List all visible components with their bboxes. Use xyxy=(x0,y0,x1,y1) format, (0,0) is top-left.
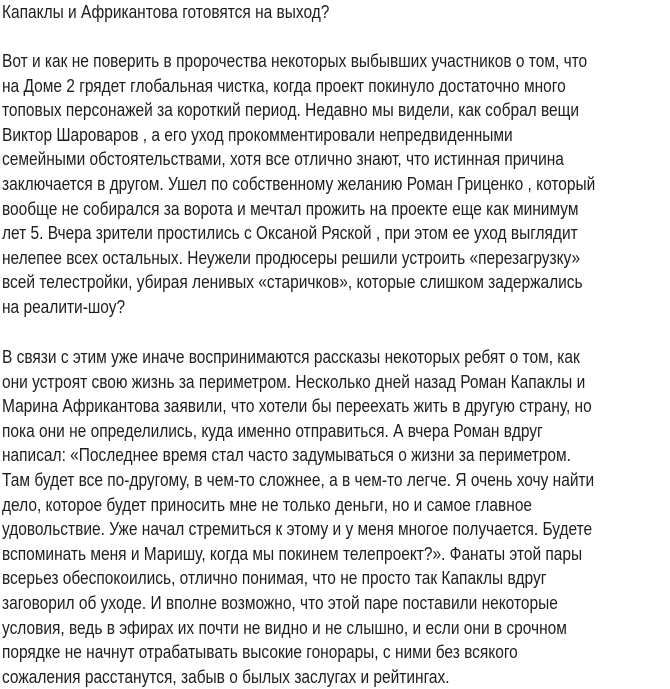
text-line: Вот и как не поверить в пророчества некоторых выбывших участников о том, что xyxy=(2,51,588,71)
text-line: Там будет все по-другому, в чем-то сложнее, а в чем-то легче. Я очень хочу найти xyxy=(2,469,595,490)
text-line: удовольствие. Уже начал стремиться к этому и у меня многое получается. Будете xyxy=(2,519,593,540)
text-line: заключается в другом. Ушел по собственному желанию Роман Гриценко , который xyxy=(2,173,596,194)
text-line: дело, которое будет приносить мне не только деньги, но и самое главное xyxy=(2,494,533,515)
text-line: лет 5. Вчера зрители простились с Оксаной Ряской , при этом ее уход выглядит xyxy=(2,223,578,244)
text-line: В связи с этим уже иначе воспринимаются рассказы некоторых ребят о том, как xyxy=(2,347,580,367)
text-line: написал: «Последнее время стал часто задумываться о жизни за периметром. xyxy=(2,445,571,466)
text-line: всей телестройки, убирая ленивых «старичков», которые слишком задержались xyxy=(2,272,583,293)
text-line: Виктор Шароваров , а его уход прокомментировали непредвиденными xyxy=(2,124,513,145)
text-line: они устроят свою жизнь за периметром. Несколько дней назад Роман Капаклы и xyxy=(2,371,586,392)
text-line: условия, ведь в эфирах их почти не видно и не слышно, и если они в срочном xyxy=(2,617,567,638)
text-line: всерьез обеспокоились, отлично понимая, что не просто так Капаклы вдруг xyxy=(2,568,547,589)
paragraph-1 xyxy=(2,49,670,320)
text-line: топовых персонажей за короткий период. Недавно мы видели, как собрал вещи xyxy=(2,100,580,121)
text-line: пока они не определились, куда именно отправиться. А вчера Роман вдруг xyxy=(2,420,543,441)
text-line: нелепее всех остальных. Неужели продюсеры решили устроить «перезагрузку» xyxy=(2,247,581,268)
text-line: семейными обстоятельствами, хотя все отлично знают, что истинная причина xyxy=(2,149,564,170)
text-line: порядке не начнут отрабатывать высокие гонорары, с ними без всякого xyxy=(2,642,518,663)
text-line: на Доме 2 грядет глобальная чистка, когда проект покинуло достаточно много xyxy=(2,75,566,96)
text-line: вспоминать меня и Маришу, когда мы покинем телепроект?». Фанаты этой пары xyxy=(2,543,583,564)
text-line: вообще не собирался за ворота и мечтал прожить на проекте еще как минимум xyxy=(2,198,579,219)
text-line: Марина Африкантова заявили, что хотели бы переехать жить в другую страну, но xyxy=(2,396,592,417)
paragraph-2 xyxy=(2,345,670,689)
text-line: заговорил об уходе. И вполне возможно, что этой паре поставили некоторые xyxy=(2,592,558,613)
article-title xyxy=(2,0,383,25)
text-line: сожаления расстанутся, забыв о былых заслугах и рейтингах. xyxy=(2,666,450,687)
text-line: на реалити-шоу? xyxy=(2,296,126,317)
title-line: Капаклы и Африкантова готовятся на выход? xyxy=(2,2,330,22)
